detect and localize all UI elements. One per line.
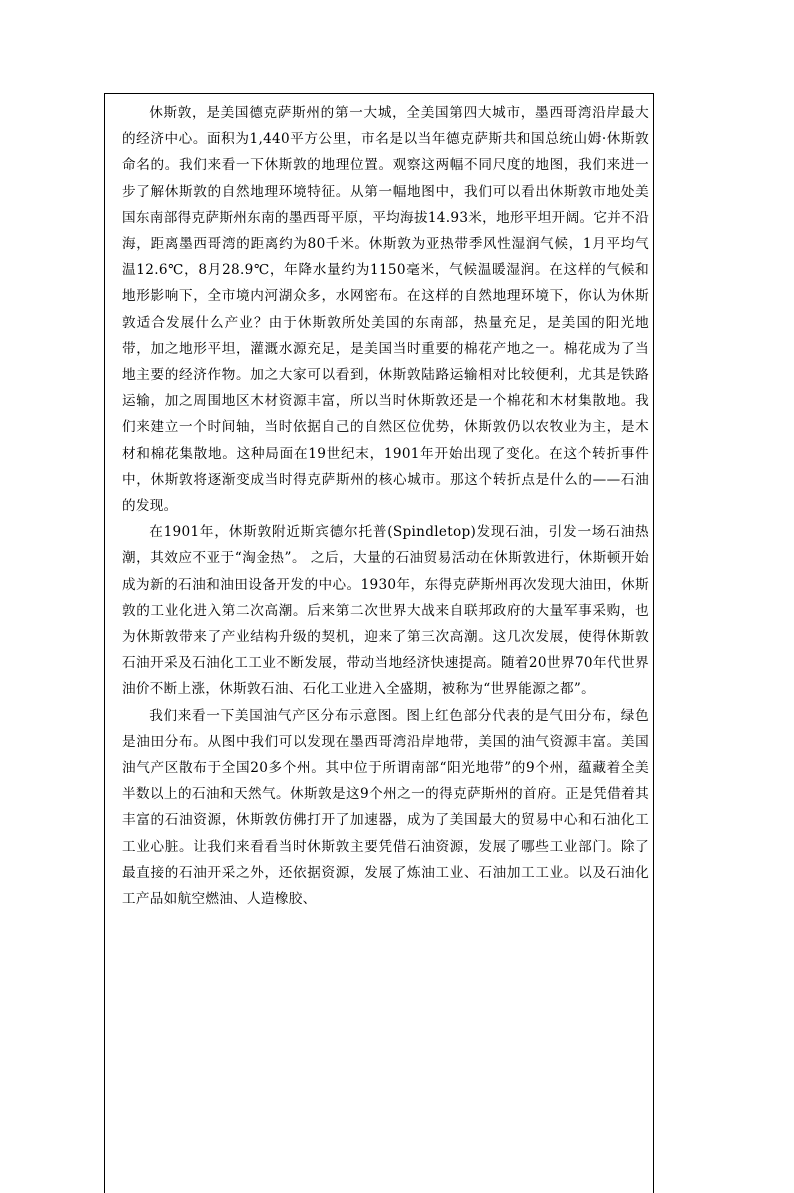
paragraph-oil-gas-distribution: 我们来看一下美国油气产区分布示意图。图上红色部分代表的是气田分布，绿色是油田分布。从图中我们可以发现在墨西哥湾沿岸地带，美国的油气资源丰富。美国油气产区散布于全国20多个州。其中位于所谓南部“阳光地带”的9个州，蕴藏着全美半数以上的石油和天然气。休斯敦是这9个州之一的得克萨斯州的首府。正是凭借着其丰富的石油资源，休斯敦仿佛打开了加速器，成为了美国最大的贸易中心和石油化工工业心脏。让我们来看看当时休斯敦主要凭借石油资源，发展了哪些工业部门。除了最直接的石油开采之外，还依据资源，发展了炼油工业、石油加工工业。以及石油化工产品如航空燃油、人造橡胶、 (122, 707, 649, 908)
paragraph-oil-discovery: 在1901年，休斯敦附近斯宾德尔托普(Spindletop)发现石油，引发一场石油热潮，其效应不亚于“淘金热”。 之后，大量的石油贸易活动在休斯敦进行，休斯顿开始成为新的石油和油田设备开发的中心。1930年，东得克萨斯州再次发现大油田，休斯敦的工业化进入第二次高潮。后来第二次世界大战来自联邦政府的大量军事采购，也为休斯敦带来了产业结构升级的契机，迎来了第三次高潮。这几次发展，使得休斯敦石油开采及石油化工工业不断发展，带动当地经济快速提高。随着20世界70年代世界油价不断上涨，休斯敦石油、石化工业进入全盛期，被称为“世界能源之都”。 (122, 524, 649, 698)
paragraph-houston-geography: 休斯敦，是美国德克萨斯州的第一大城，全美国第四大城市，墨西哥湾沿岸最大的经济中心。面积为1,440平方公里，市名是以当年德克萨斯共和国总统山姆·休斯敦命名的。我们来看一下休斯敦的地理位置。观察这两幅不同尺度的地图，我们来进一步了解休斯敦的自然地理环境特征。从第一幅地图中，我们可以看出休斯敦市地处美国东南部得克萨斯州东南的墨西哥平原，平均海拔14.93米，地形平坦开阔。它并不沿海，距离墨西哥湾的距离约为80千米。休斯敦为亚热带季风性湿润气候，1月平均气温12.6℃，8月28.9℃，年降水量约为1150毫米，气候温暖湿润。在这样的气候和地形影响下，全市境内河湖众多，水网密布。在这样的自然地理环境下，你认为休斯敦适合发展什么产业？由于休斯敦所处美国的东南部，热量充足，是美国的阳光地带，加之地形平坦，灌溉水源充足，是美国当时重要的棉花产地之一。棉花成为了当地主要的经济作物。加之大家可以看到，休斯敦陆路运输相对比较便利，尤其是铁路运输，加之周围地区木材资源丰富，所以当时休斯敦还是一个棉花和木材集散地。我们来建立一个时间轴，当时依据自己的自然区位优势，休斯敦仍以农牧业为主，是木材和棉花集散地。这种局面在19世纪末，1901年开始出现了变化。在这个转折事件中，休斯敦将逐渐变成当时得克萨斯州的核心城市。那这个转折点是什么的——石油的发现。 (122, 105, 649, 515)
document-body (122, 100, 649, 912)
